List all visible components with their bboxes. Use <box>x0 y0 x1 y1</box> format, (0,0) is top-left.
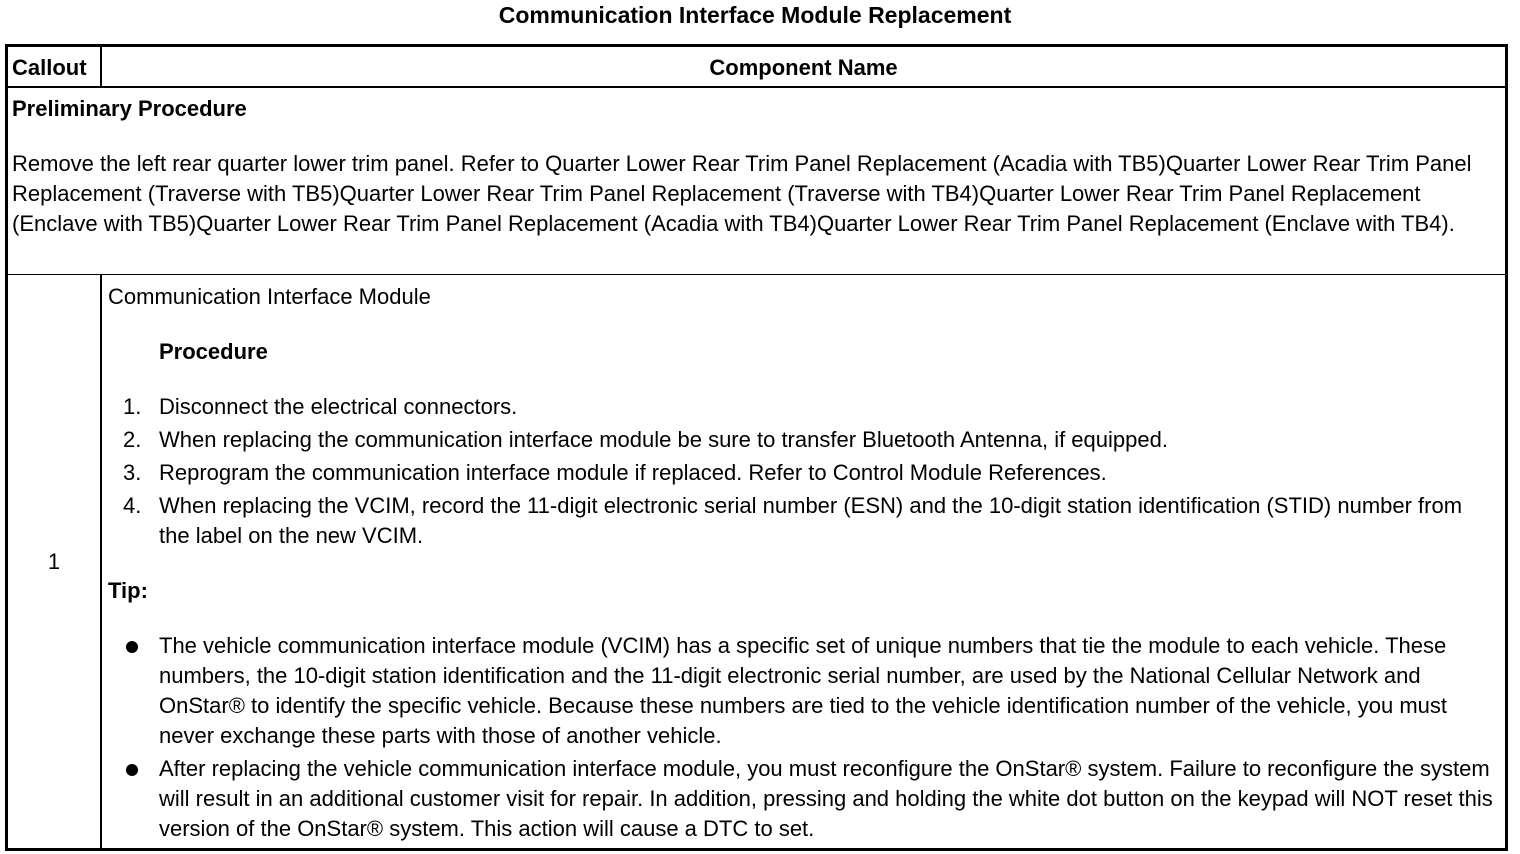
step-text: Reprogram the communication interface module if replaced. Refer to Control Module References. <box>159 460 1107 485</box>
procedure-steps <box>108 392 1497 551</box>
header-callout: Callout <box>8 47 102 88</box>
document-title: Communication Interface Module Replacement <box>498 2 1012 28</box>
preliminary-procedure-text: Remove the left rear quarter lower trim panel. Refer to Quarter Lower Rear Trim Panel Replacement (Acadia with TB5)Quarter Lower Rear Trim Panel Replacement (Traverse with TB5)Quarter Lower Rear Trim Panel Replacement (Traverse with TB4)Quarter Lower Rear Trim Panel Replacement (Enclave with TB5)Quarter Lower Rear Trim Panel Replacement (Acadia with TB4)Quarter Lower Rear Trim Panel Replacement (Enclave with TB4). <box>12 151 1472 236</box>
step-text: When replacing the communication interface module be sure to transfer Bluetooth Antenna, if equipped. <box>159 427 1168 452</box>
bullet-icon <box>126 764 138 776</box>
procedure-step <box>108 491 1497 551</box>
preliminary-procedure-row <box>8 88 1505 275</box>
step-number: 2. <box>123 427 142 452</box>
step-number: 3. <box>123 460 142 485</box>
step-text: Disconnect the electrical connectors. <box>159 394 518 419</box>
step-text: When replacing the VCIM, record the 11-digit electronic serial number (ESN) and the 10-digit station identification (STID) number from the label on the new VCIM. <box>159 493 1463 548</box>
header-component-name: Component Name <box>709 55 898 80</box>
bullet-icon <box>126 641 138 653</box>
procedure-table <box>5 44 1508 851</box>
procedure-heading: Procedure <box>159 339 268 364</box>
tip-item <box>108 631 1497 751</box>
step-number: 1. <box>123 394 142 419</box>
callout-number: 1 <box>8 275 102 848</box>
preliminary-procedure-title: Preliminary Procedure <box>12 96 247 121</box>
procedure-step <box>108 392 1497 422</box>
step-number: 4. <box>123 493 142 518</box>
tip-text: After replacing the vehicle communication interface module, you must reconfigure the OnStar® system. Failure to reconfigure the system will result in an additional customer visit for repair. In addition, pressing and holding the white dot button on the keypad will NOT reset this version of the OnStar® system. This action will cause a DTC to set. <box>159 756 1493 841</box>
tip-item <box>108 754 1497 844</box>
procedure-step <box>108 458 1497 488</box>
component-content <box>102 275 1505 848</box>
procedure-step <box>108 425 1497 455</box>
tip-text: The vehicle communication interface module (VCIM) has a specific set of unique numbers that tie the module to each vehicle. These numbers, the 10-digit station identification and the 11-digit electronic serial number, are used by the National Cellular Network and OnStar® to identify the specific vehicle. Because these numbers are tied to the vehicle identification number of the vehicle, you must never exchange these parts with those of another vehicle. <box>159 633 1448 748</box>
component-name: Communication Interface Module <box>108 284 431 309</box>
table-header-row <box>8 47 1505 88</box>
tip-list <box>108 631 1497 844</box>
tip-heading: Tip: <box>108 578 148 603</box>
